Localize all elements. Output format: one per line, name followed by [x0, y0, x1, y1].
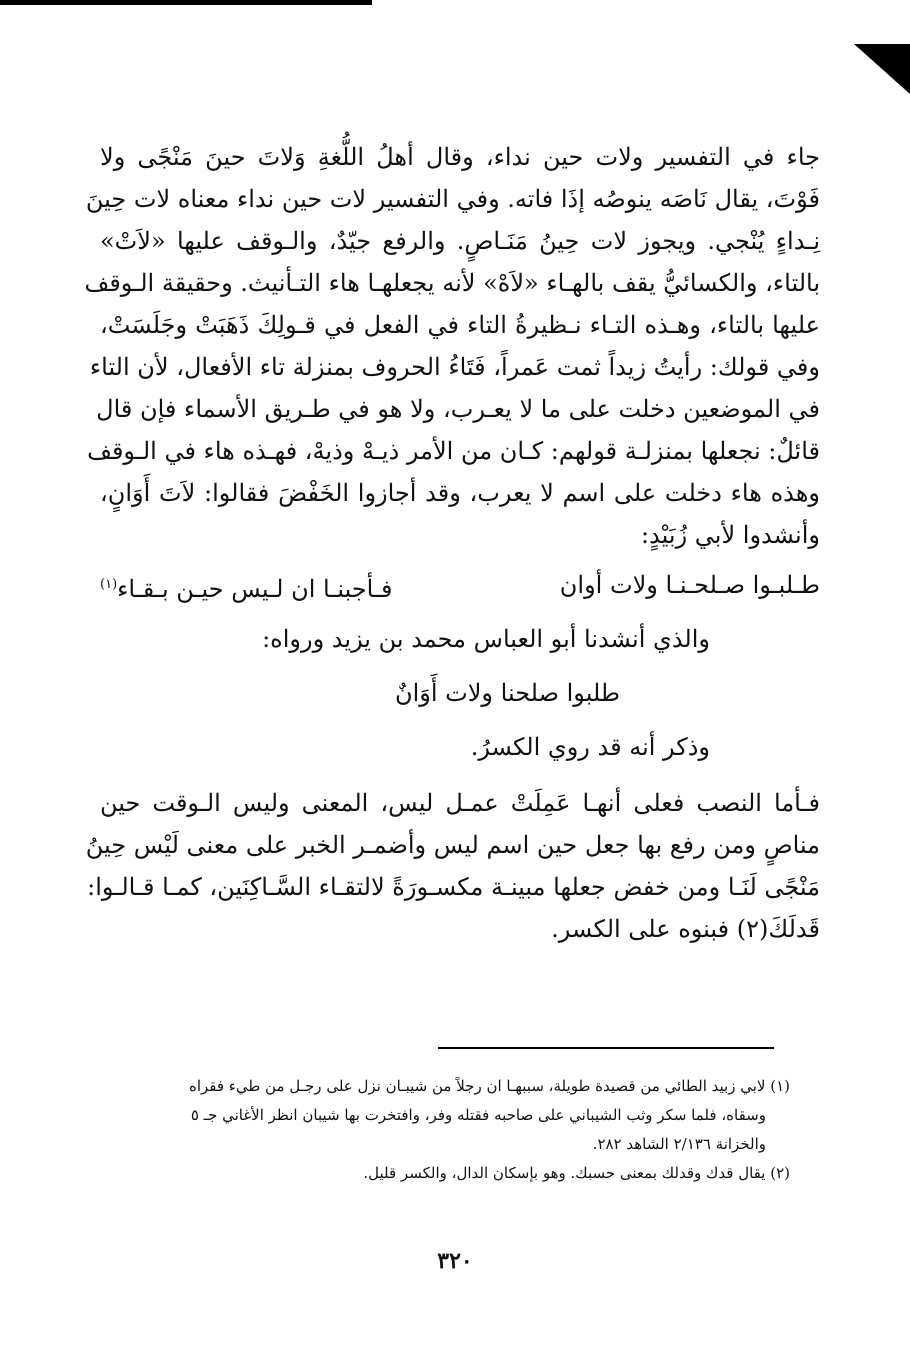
body-line: في الموضعين دخلت على ما لا يعـرب، ولا هو في طـريق الأسماء فإن قال: [96, 395, 820, 423]
narration-line: والذي أنشدنا أبو العباس محمد بن يزيد ورواه:: [262, 625, 710, 653]
footnote-1-line: وسقاه، فلما سكر وثب الشيباني على صاحبه فقتله وفر، وافتخرت بها شيبان انظر الأغاني جـ ٥: [190, 1106, 766, 1124]
footnote-2: (٢) يقال قدك وقدلك بمعنى حسبك. وهو بإسكان الدال، والكسر قليل.: [363, 1164, 790, 1182]
verse-hemistich-first: طـلبـوا صـلحـنـا ولات أوان: [559, 571, 820, 599]
body-line: فَوْتَ، يقال نَاصَه ينوصُه إذَا فاته. وفي التفسير لات حين نداء معناه لات حِينَ: [85, 185, 820, 213]
page-number: ٣٢٠: [437, 1248, 473, 1274]
body-line: مناصٍ ومن رفع بها جعل حين اسم ليس وأضمـر الخبر على معنى لَيْس حِينُ: [85, 831, 820, 859]
body-line: وفي قولك: رأيتُ زيداً ثمت عَمراً، فَتَاءُ الحروف بمنزلة تاء الأفعال، لأن التاء: [89, 353, 820, 381]
body-line: قَدلَكَ(٢) فبنوه على الكسر.: [551, 915, 820, 943]
body-line: فـأما النصب فعلى أنهـا عَمِلَتْ عمـل ليس، المعنى وليس الـوقت حين: [100, 789, 820, 817]
quoted-verse: طلبوا صلحنا ولات أَوَانٌ: [394, 679, 620, 707]
body-line: قائلٌ: نجعلها بمنزلـة قولهم: كـان من الأمر ذيـهْ وذيهْ، فهـذه هاء في الـوقف: [87, 437, 820, 465]
body-line: بالتاء، والكسائيُّ يقف بالهـاء «لاَهْ» لأنه يجعلهـا هاء التـأنيث. وحقيقة الـوقف: [84, 269, 820, 297]
verse-hemistich-second-text: فـأجبنـا ان لـيس حيـن بـقـاء: [117, 575, 393, 603]
body-line: عليها بالتاء، وهـذه التـاء نـظيرةُ التاء في الفعل في قـولِكَ ذَهَبَتْ وجَلَسَتْ،: [100, 311, 820, 339]
footnote-separator: [438, 1047, 774, 1049]
top-edge-rule: [0, 0, 372, 5]
footnote-reference-1: (١): [100, 577, 118, 592]
body-line: جاء في التفسير ولات حين نداء، وقال أهلُ اللُّغةِ وَلاتَ حينَ مَنْجًى ولا: [100, 143, 820, 171]
remark-line: وذكر أنه قد روي الكسرُ.: [470, 733, 710, 761]
body-line: مَنْجًى لَنَـا ومن خفض جعلها مبينـة مكسـورَةً لالتقـاء السَّـاكِنَين، كمـا قـالـوا:: [87, 873, 820, 901]
body-line: وهذه هاء دخلت على اسم لا يعرب، وقد أجازوا الخَفْضَ فقالوا: لاَتَ أَوَانٍ،: [100, 479, 820, 507]
poetry-verse: [100, 564, 820, 606]
corner-triangle-mark: [854, 44, 910, 94]
footnote-1-line: والخزانة ٢/١٣٦ الشاهد ٢٨٢.: [592, 1135, 766, 1153]
verse-hemistich-second: [100, 564, 392, 606]
main-text-block: [84, 136, 821, 950]
footnotes-block: [110, 1072, 790, 1188]
footnote-1-line: (١) لابي زبيد الطائي من قصيدة طويلة، سببهـا ان رجلاً من شيبـان نزل على رجـل من طيء فقراه: [188, 1077, 790, 1095]
body-line: وأنشدوا لأبي زُبَيْدٍ:: [640, 521, 820, 549]
body-line: نِـداءٍ يُنْجي. ويجوز لات حِينُ مَنَـاصٍ. والرفع جيّدٌ، والـوقف عليها «لاَتْ»: [100, 227, 821, 255]
